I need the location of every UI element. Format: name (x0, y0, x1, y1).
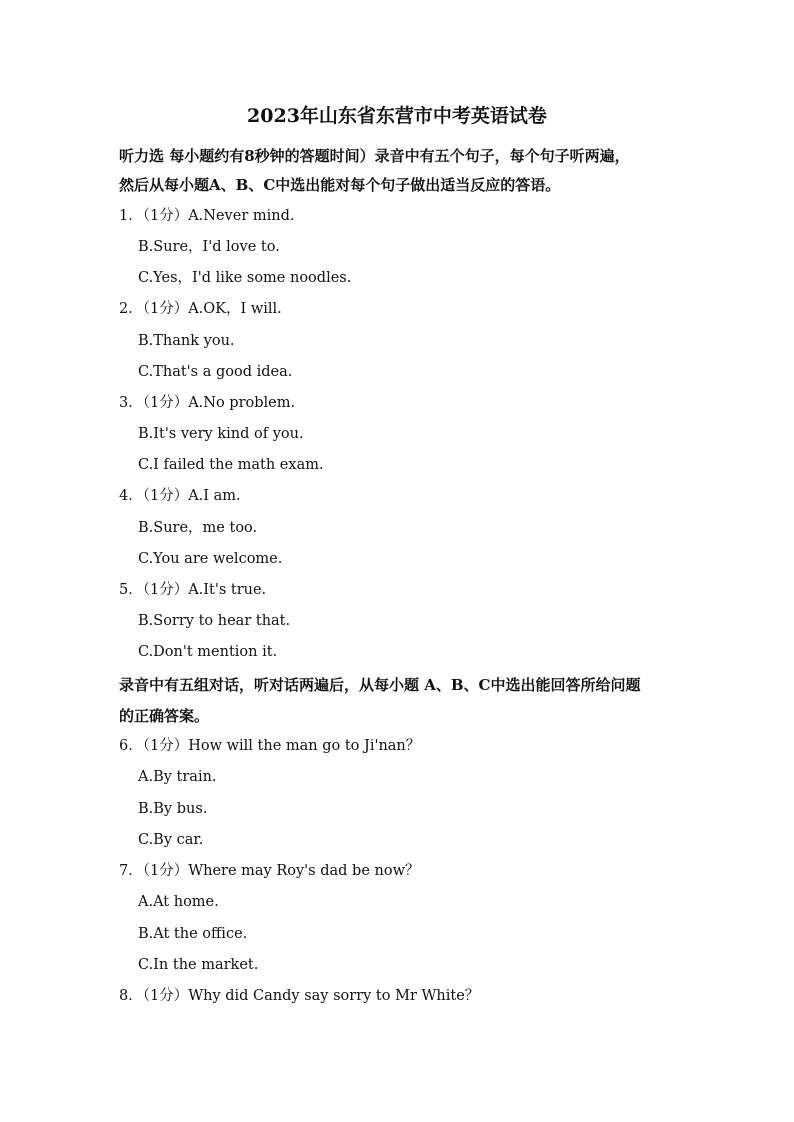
question-2-option-c: C.That's a good idea. (138, 364, 293, 380)
question-4: 4．（1分）A.I am. (119, 488, 241, 504)
section1-instruction-line2: 然后从每小题A、B、C中选出能对每个句子做出适当反应的答语。 (119, 176, 561, 194)
question-6: 6．（1分）How will the man go to Ji'nan？ (119, 738, 421, 754)
question-7-option-c: C.In the market. (138, 957, 259, 973)
question-3: 3．（1分）A.No problem. (119, 395, 296, 411)
question-1-option-b: B.Sure，I'd love to. (138, 239, 280, 255)
question-2-option-b: B.Thank you. (138, 333, 235, 349)
question-1: 1．（1分）A.Never mind. (119, 208, 295, 224)
question-4-option-c: C.You are welcome. (138, 551, 283, 567)
question-3-option-c: C.I failed the math exam. (138, 457, 324, 473)
question-6-option-c: C.By car. (138, 832, 204, 848)
question-6-option-a: A.By train. (138, 769, 217, 785)
section2-instruction-line2: 的正确答案。 (119, 707, 210, 725)
question-7-option-b: B.At the office. (138, 926, 248, 942)
question-5-option-c: C.Don't mention it. (138, 644, 278, 660)
section1-instruction-line1: 听力选 每小题约有8秒钟的答题时间）录音中有五个句子，每个句子听两遍， (119, 147, 630, 165)
question-7: 7．（1分）Where may Roy's dad be now？ (119, 863, 420, 879)
question-5: 5．（1分）A.It's true. (119, 582, 267, 598)
question-4-option-b: B.Sure，me too. (138, 520, 258, 536)
exam-title: 2023年山东省东营市中考英语试卷 (247, 105, 547, 127)
question-3-option-b: B.It's very kind of you. (138, 426, 304, 442)
question-7-option-a: A.At home. (138, 894, 219, 910)
question-8: 8．（1分）Why did Candy say sorry to Mr White？ (119, 988, 480, 1004)
question-6-option-b: B.By bus. (138, 801, 208, 817)
section2-instruction-line1: 录音中有五组对话，听对话两遍后，从每小题 A、B、C中选出能回答所给问题 (119, 676, 641, 694)
question-2: 2．（1分）A.OK，I will. (119, 301, 282, 317)
question-1-option-c: C.Yes，I'd like some noodles. (138, 270, 352, 286)
question-5-option-b: B.Sorry to hear that. (138, 613, 291, 629)
